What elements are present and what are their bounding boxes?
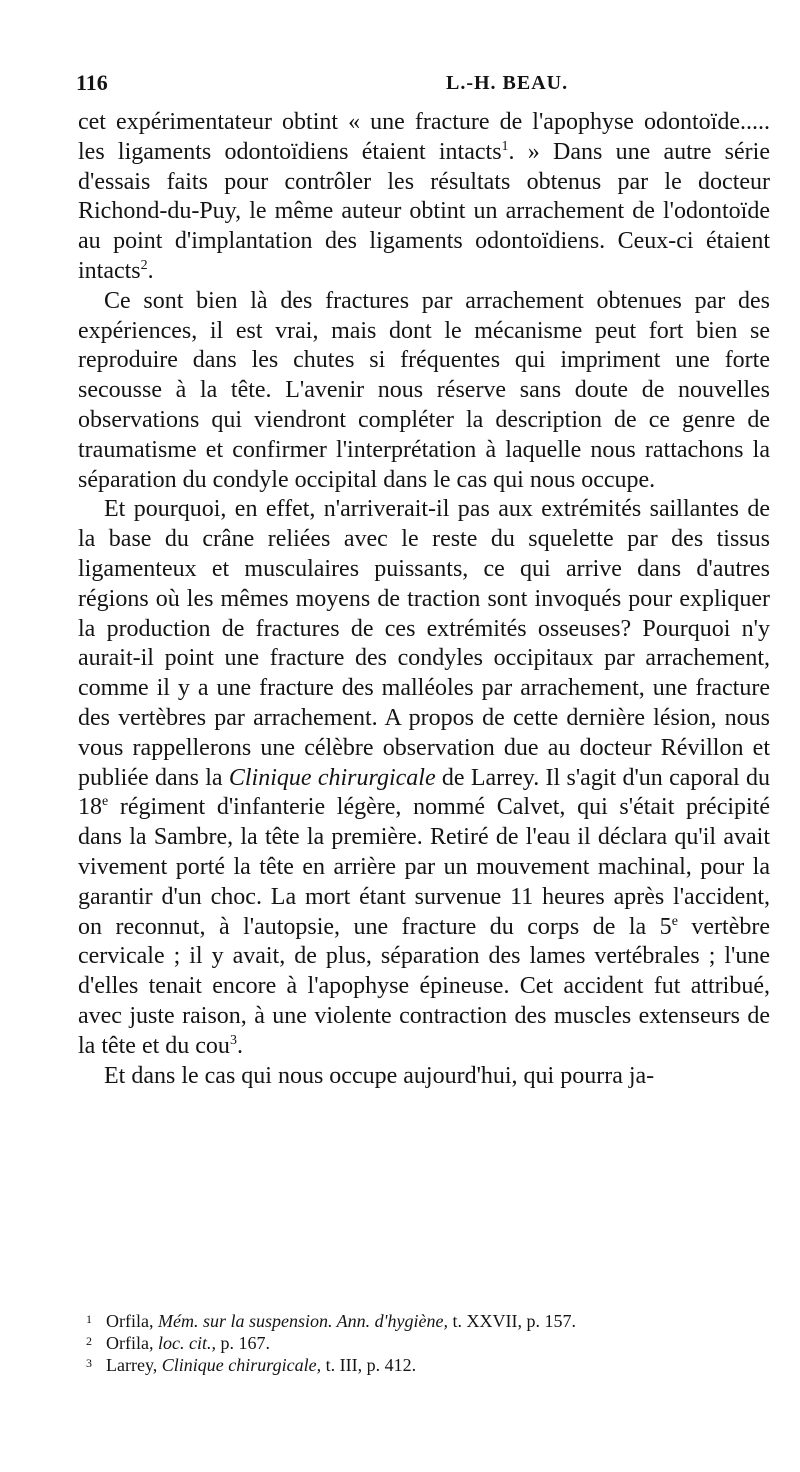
paragraph-3-text-a: Et pourquoi, en effet, n'arriverait-il pas aux extrémités saillantes de la base du crâne reliées avec le reste du squelette par des tissus ligamenteux et musculaires puissants, ce qui arrive dans d'autres régions où les mêmes moyens de traction sont invoqués pour expliquer la production de fractures de ces extrémités osseuses? Pourquoi n'y aurait-il point une fracture des condyles occipitaux par arrachement, comme il y a une fracture des malléoles par arrachement, une fracture des vertèbres par arrachement. A propos de cette dernière lésion, nous vous rappellerons une célèbre observation due au docteur Révillon et publiée dans la [78,496,770,791]
paragraph-2: Ce sont bien là des fractures par arrachement obtenues par des expériences, il est vrai, mais dont le mécanisme peut fort bien se reproduire dans les chutes si fréquentes qui impriment une forte secousse à la tête. L'avenir nous réserve sans doute de nouvelles observations qui viendront compléter la description de ce genre de traumatisme et confirmer l'interprétation à laquelle nous rattachons la séparation du condyle occipital dans le cas qui nous occupe. [78,287,770,493]
footnote-reference: t. XXVII, p. 157. [447,1311,576,1331]
paragraph-4: Et dans le cas qui nous occupe aujourd'hui, qui pourra ja- [104,1062,655,1089]
footnote-title: Clinique chirurgicale, [161,1355,322,1375]
footnote-reference: p. 167. [215,1333,270,1353]
footnote-ref-2[interactable]: 2 [140,257,148,273]
footnote-author: Larrey, [106,1355,162,1375]
paragraph-3-text-d: vertèbre cervicale ; il y avait, de plus, séparation des lames vertébrales ; l'une d'elles tenait encore à l'apophyse épineuse. Cet accident fut attribué, avec juste raison, à une violente contraction des muscles extenseurs de la tête et du cou [78,913,771,1059]
paragraph-1-text-c: . [147,257,154,284]
paragraph-3 [78,495,770,1061]
footnote-title: Mém. sur la suspension. Ann. d'hygiène, [157,1311,448,1331]
footnote-title: loc. cit., [157,1333,216,1353]
footnote-1 [78,1310,770,1332]
paragraph-1-text-b: . » Dans une autre série d'essais faits pour contrôler les résultats obtenus par le docteur Richond-du-Puy, le même auteur obtint un arrachement de l'odontoïde au point d'implantation des ligaments odontoïdiens. Ceux-ci étaient intacts [78,138,770,284]
footnote-mark: 3 [86,1356,92,1370]
footnote-ref-3[interactable]: 3 [229,1032,237,1048]
main-text [78,108,770,1091]
cited-work-title: Clinique chirurgicale [228,764,436,791]
footnote-author: Orfila, [106,1311,158,1331]
ordinal-superscript: e [671,913,678,929]
running-head: L.-H. BEAU. [446,72,569,94]
paragraph-1 [78,108,770,287]
footnote-mark: 1 [86,1312,92,1326]
footnote-2 [78,1332,770,1354]
footnote-mark: 2 [86,1334,92,1348]
page-number: 116 [76,70,108,95]
paragraph-3-text-e: . [236,1032,243,1059]
paragraph-3-text-b: de Larrey. Il s'agit d'un caporal du 18 [78,764,771,821]
paragraph-1-text-a: cet expérimentateur obtint « une fracture de l'apophyse odontoïde..... les ligaments odontoïdiens étaient intacts [78,109,770,165]
footnote-author: Orfila, [106,1333,158,1353]
footnote-reference: t. III, p. 412. [321,1355,417,1375]
footnote-ref-1[interactable]: 1 [501,138,509,154]
page-header [76,70,776,100]
paragraph-3-text-c: régiment d'infanterie légère, nommé Calvet, qui s'était précipité dans la Sambre, la tête la première. Retiré de l'eau il déclara qu'il avait vivement porté la tête en arrière par un mouvement machinal, pour la garantir d'un choc. La mort étant survenue 11 heures après l'accident, on reconnut, à l'autopsie, une fracture du corps de la 5 [78,794,770,940]
footnotes [78,1310,770,1376]
ordinal-superscript: e [102,794,109,810]
footnote-3 [78,1354,770,1376]
